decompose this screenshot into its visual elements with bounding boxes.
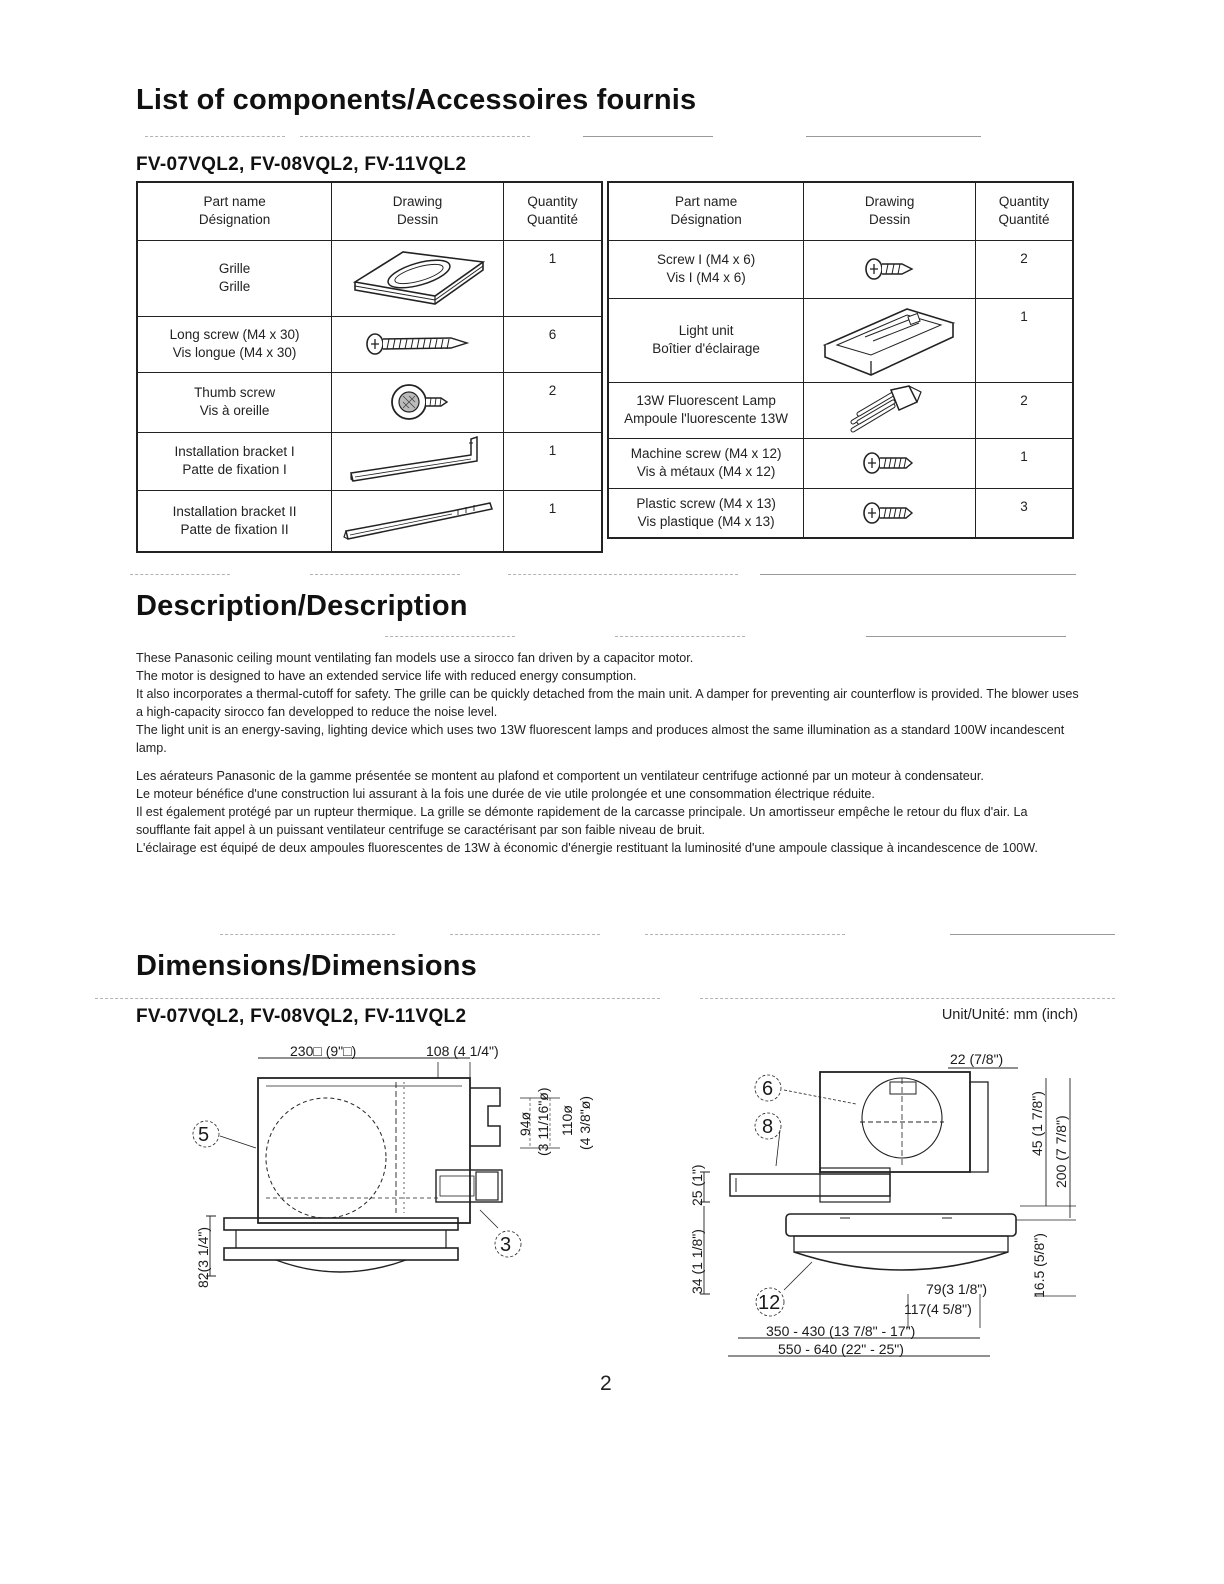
part-quantity: 1 bbox=[503, 432, 602, 490]
components-table-right bbox=[607, 181, 1074, 539]
description-fr-paragraph: Les aérateurs Panasonic de la gamme présentée se montent au plafond et comportent un ventilateur centrifuge actionné par un moteur à condensateur. bbox=[136, 769, 984, 783]
dim-550: 550 - 640 (22" - 25") bbox=[778, 1341, 904, 1357]
grille-drawing bbox=[332, 240, 504, 316]
divider bbox=[450, 934, 600, 935]
divider bbox=[700, 998, 1115, 999]
dim-16-5: 16.5 (5/8") bbox=[1031, 1233, 1047, 1298]
components-title: List of components/Accessoires fournis bbox=[136, 84, 697, 116]
part-name: Machine screw (M4 x 12) Vis à métaux (M4 x 12) bbox=[608, 438, 804, 488]
header-part-name: Part name Désignation bbox=[137, 182, 332, 240]
callout-3: 3 bbox=[500, 1234, 512, 1256]
description-en-paragraph: It also incorporates a thermal-cutoff for safety. The grille can be quickly detached from the main unit. A damper for preventing air counterflow is provided. The blower uses a high-capacity sirocco fan developped to reduce the noise level. bbox=[136, 687, 1079, 719]
table-row bbox=[137, 240, 602, 316]
dim-110: 110ø bbox=[559, 1105, 575, 1136]
divider bbox=[310, 574, 460, 575]
description-en-paragraph: The motor is designed to have an extended service life with reduced energy consumption. bbox=[136, 669, 637, 683]
description-fr-paragraph: Le moteur bénéfice d'une construction lui assurant à la fois une durée de vie utile prolongée et une consommation électrique réduite. bbox=[136, 787, 875, 801]
table-row bbox=[608, 488, 1073, 538]
part-quantity: 1 bbox=[975, 438, 1073, 488]
divider bbox=[866, 636, 1066, 637]
part-name: Grille Grille bbox=[137, 240, 332, 316]
callout-12: 12 bbox=[758, 1292, 781, 1314]
screw-drawing bbox=[804, 240, 976, 298]
table-row bbox=[137, 490, 602, 552]
dim-94-in: (3 11/16"ø) bbox=[535, 1087, 551, 1156]
table-row bbox=[137, 432, 602, 490]
dimensions-models: FV-07VQL2, FV-08VQL2, FV-11VQL2 bbox=[136, 1006, 467, 1027]
dimensions-title: Dimensions/Dimensions bbox=[136, 950, 477, 982]
part-name: Installation bracket II Patte de fixation II bbox=[137, 490, 332, 552]
part-quantity: 2 bbox=[975, 382, 1073, 438]
header-quantity: Quantity Quantité bbox=[503, 182, 602, 240]
plastic-screw-drawing bbox=[804, 488, 976, 538]
part-name: 13W Fluorescent Lamp Ampoule l'luorescente 13W bbox=[608, 382, 804, 438]
divider bbox=[760, 574, 1076, 575]
table-row bbox=[608, 382, 1073, 438]
page-number: 2 bbox=[600, 1372, 612, 1395]
dim-82: 82(3 1/4") bbox=[195, 1226, 211, 1288]
unit-label: Unit/Unité: mm (inch) bbox=[941, 1007, 1078, 1023]
divider bbox=[806, 136, 981, 137]
part-name: Plastic screw (M4 x 13) Vis plastique (M4 x 13) bbox=[608, 488, 804, 538]
description-en-paragraph: The light unit is an energy-saving, lighting device which uses two 13W fluorescent lamps and produces almost the same illumination as a standard 100W incandescent lamp. bbox=[136, 723, 1065, 755]
divider bbox=[300, 136, 530, 137]
fluorescent-lamp-drawing bbox=[804, 382, 976, 438]
side-view-drawing bbox=[180, 1038, 600, 1298]
header-drawing: Drawing Dessin bbox=[804, 182, 976, 240]
dim-34: 34 (1 1/8") bbox=[689, 1229, 705, 1294]
callout-6: 6 bbox=[762, 1078, 774, 1100]
part-quantity: 1 bbox=[503, 490, 602, 552]
table-row bbox=[608, 298, 1073, 382]
dim-22: 22 (7/8") bbox=[950, 1051, 1004, 1067]
dim-110-in: (4 3/8"ø) bbox=[577, 1096, 593, 1150]
divider bbox=[145, 136, 285, 137]
description-fr-paragraph: Il est également protégé par un rupteur thermique. La grille se démonte rapidement de la carcasse principale. Un amortisseur empêche le retour du flux d'air. La soufflante fait appel à un puissant ventilateur centrifuge se caractérisant par son faible niveau de bruit. bbox=[136, 805, 1028, 837]
dim-117: 117(4 5/8") bbox=[904, 1301, 972, 1317]
front-view-drawing bbox=[680, 1038, 1100, 1368]
header-part-name: Part name Désignation bbox=[608, 182, 804, 240]
callout-8: 8 bbox=[762, 1116, 774, 1138]
header-drawing: Drawing Dessin bbox=[332, 182, 504, 240]
dim-200: 200 (7 7/8") bbox=[1053, 1115, 1069, 1188]
description-body bbox=[136, 649, 1081, 857]
divider bbox=[95, 998, 660, 999]
divider bbox=[645, 934, 845, 935]
dim-108: 108 (4 1/4") bbox=[426, 1043, 499, 1059]
header-quantity: Quantity Quantité bbox=[975, 182, 1073, 240]
part-name: Installation bracket I Patte de fixation I bbox=[137, 432, 332, 490]
divider bbox=[615, 636, 745, 637]
machine-screw-drawing bbox=[804, 438, 976, 488]
dim-230: 230□ (9"□) bbox=[290, 1043, 357, 1059]
components-table-left bbox=[136, 181, 603, 553]
part-quantity: 3 bbox=[975, 488, 1073, 538]
divider bbox=[220, 934, 395, 935]
light-unit-drawing bbox=[804, 298, 976, 382]
dim-45: 45 (1 7/8") bbox=[1029, 1091, 1045, 1156]
divider bbox=[385, 636, 515, 637]
dim-350: 350 - 430 (13 7/8" - 17") bbox=[766, 1323, 916, 1339]
part-name: Screw I (M4 x 6) Vis I (M4 x 6) bbox=[608, 240, 804, 298]
part-name: Light unit Boîtier d'éclairage bbox=[608, 298, 804, 382]
divider bbox=[583, 136, 713, 137]
dim-25: 25 (1") bbox=[689, 1164, 705, 1206]
description-fr-paragraph: L'éclairage est équipé de deux ampoules fluorescentes de 13W à économic d'énergie restituant la luminosité d'une ampoule classique à incandescence de 100W. bbox=[136, 841, 1038, 855]
table-row bbox=[137, 372, 602, 432]
table-row bbox=[608, 438, 1073, 488]
description-en-paragraph: These Panasonic ceiling mount ventilating fan models use a sirocco fan driven by a capacitor motor. bbox=[136, 651, 694, 665]
part-quantity: 2 bbox=[975, 240, 1073, 298]
part-name: Thumb screw Vis à oreille bbox=[137, 372, 332, 432]
bracket-1-drawing bbox=[332, 432, 504, 490]
description-title: Description/Description bbox=[136, 590, 468, 622]
bracket-2-drawing bbox=[332, 490, 504, 552]
table-row bbox=[137, 316, 602, 372]
part-quantity: 1 bbox=[503, 240, 602, 316]
part-name: Long screw (M4 x 30) Vis longue (M4 x 30) bbox=[137, 316, 332, 372]
divider bbox=[130, 574, 230, 575]
long-screw-drawing bbox=[332, 316, 504, 372]
divider bbox=[950, 934, 1115, 935]
part-quantity: 6 bbox=[503, 316, 602, 372]
part-quantity: 1 bbox=[975, 298, 1073, 382]
part-quantity: 2 bbox=[503, 372, 602, 432]
divider bbox=[508, 574, 738, 575]
dim-94: 94ø bbox=[517, 1111, 533, 1136]
components-models: FV-07VQL2, FV-08VQL2, FV-11VQL2 bbox=[136, 154, 467, 175]
table-row bbox=[608, 240, 1073, 298]
dim-79: 79(3 1/8") bbox=[926, 1281, 988, 1297]
callout-5: 5 bbox=[198, 1124, 210, 1146]
thumb-screw-drawing bbox=[332, 372, 504, 432]
